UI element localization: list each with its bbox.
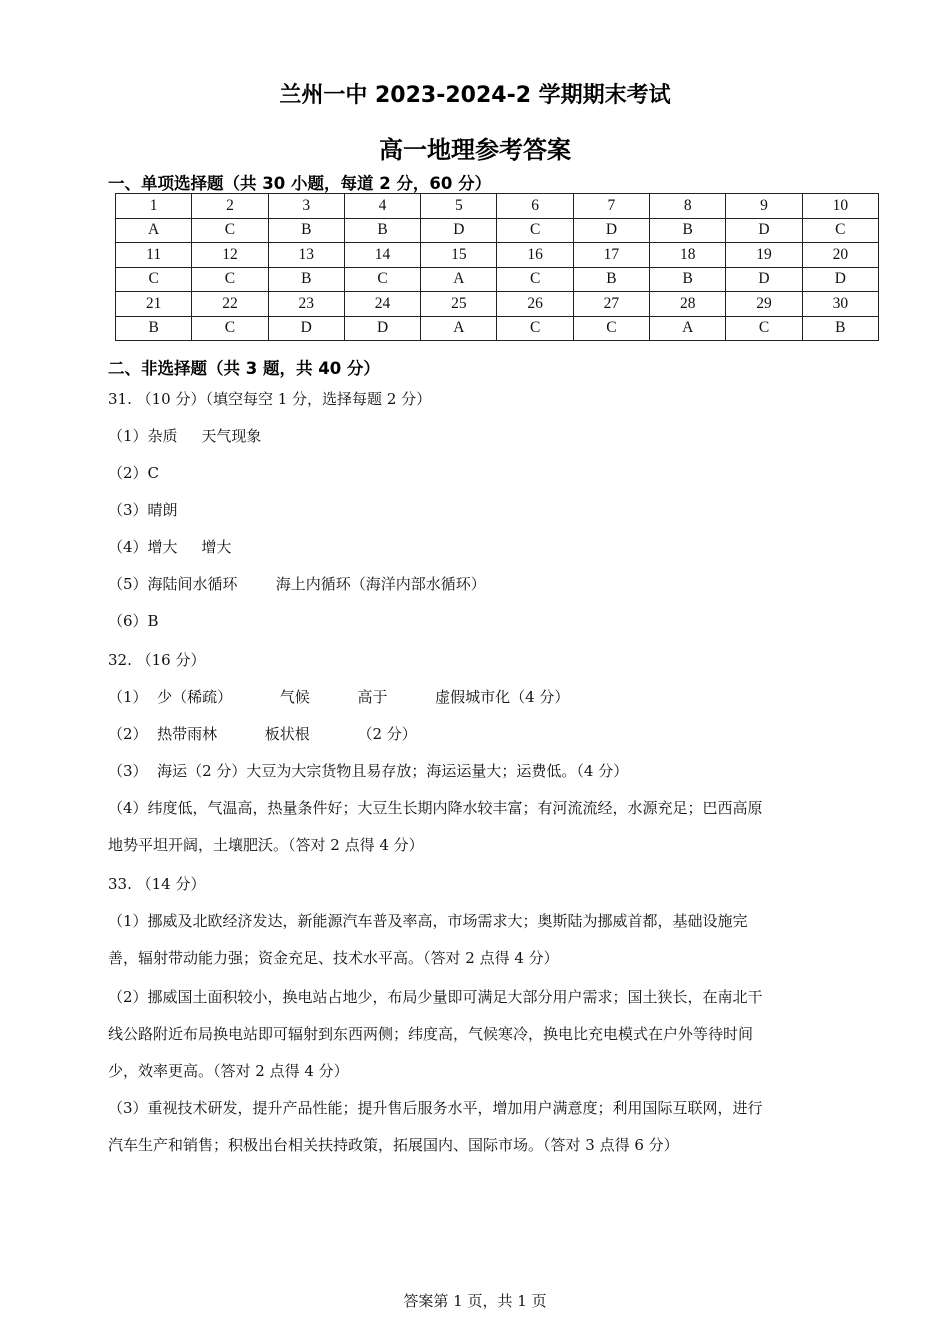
question-number-cell: 10: [802, 194, 878, 219]
answer-cell: B: [573, 267, 649, 292]
answer-line: 地势平坦开阔，土壤肥沃。（答对 2 点得 4 分）: [108, 836, 424, 854]
answer-line: （3）重视技术研发，提升产品性能；提升售后服务水平，增加用户满意度；利用国际互联网，进行: [108, 1099, 763, 1117]
answer-line: （2）挪威国土面积较小，换电站占地少，布局少量即可满足大部分用户需求；国土狭长，在南北干: [108, 988, 763, 1006]
question-number-row: [116, 292, 879, 317]
question-number-cell: 27: [573, 292, 649, 317]
question-number-cell: 14: [344, 243, 420, 268]
question-number-row: [116, 194, 879, 219]
question-number-cell: 17: [573, 243, 649, 268]
question-number-cell: 29: [726, 292, 802, 317]
question-number-cell: 26: [497, 292, 573, 317]
question-number-cell: 24: [344, 292, 420, 317]
document-title: 兰州一中 2023-2024-2 学期期末考试: [279, 83, 671, 108]
answer-cell: C: [497, 316, 573, 341]
answer-cell: D: [726, 218, 802, 243]
question-number-cell: 7: [573, 194, 649, 219]
answer-row: [116, 218, 879, 243]
answer-line: （1）杂质 天气现象: [108, 427, 262, 445]
answer-cell: D: [573, 218, 649, 243]
answer-line: 33. （14 分）: [108, 875, 206, 893]
question-number-cell: 11: [116, 243, 192, 268]
answer-line: （2） 热带雨林 板状根 （2 分）: [108, 725, 417, 743]
answer-cell: A: [116, 218, 192, 243]
answer-line: （5）海陆间水循环 海上内循环（海洋内部水循环）: [108, 575, 486, 593]
answer-cell: D: [802, 267, 878, 292]
question-number-cell: 1: [116, 194, 192, 219]
section2-heading: 二、非选择题（共 3 题，共 40 分）: [108, 359, 380, 378]
answer-cell: B: [650, 267, 726, 292]
question-number-cell: 8: [650, 194, 726, 219]
question-number-cell: 2: [192, 194, 268, 219]
answer-cell: C: [192, 316, 268, 341]
question-number-cell: 13: [268, 243, 344, 268]
answer-row: [116, 267, 879, 292]
answer-line: （6）B: [108, 612, 159, 630]
question-number-cell: 4: [344, 194, 420, 219]
question-number-cell: 20: [802, 243, 878, 268]
question-number-cell: 12: [192, 243, 268, 268]
answer-cell: C: [192, 218, 268, 243]
answer-cell: B: [344, 218, 420, 243]
question-number-cell: 22: [192, 292, 268, 317]
answer-line: 善，辐射带动能力强；资金充足、技术水平高。（答对 2 点得 4 分）: [108, 949, 559, 967]
question-number-cell: 21: [116, 292, 192, 317]
answer-cell: A: [421, 267, 497, 292]
answer-cell: C: [726, 316, 802, 341]
question-number-cell: 18: [650, 243, 726, 268]
question-number-cell: 9: [726, 194, 802, 219]
answer-cell: C: [573, 316, 649, 341]
answer-line: 32. （16 分）: [108, 651, 206, 669]
answer-cell: A: [650, 316, 726, 341]
answer-line: （1） 少（稀疏） 气候 高于 虚假城市化（4 分）: [108, 688, 570, 706]
answer-cell: C: [802, 218, 878, 243]
document-subtitle: 高一地理参考答案: [379, 136, 571, 164]
answer-cell: C: [116, 267, 192, 292]
question-number-cell: 19: [726, 243, 802, 268]
answer-line: （4）增大 增大: [108, 538, 232, 556]
answer-cell: D: [268, 316, 344, 341]
page-footer: 答案第 1 页，共 1 页: [403, 1292, 547, 1310]
answer-cell: B: [116, 316, 192, 341]
answer-cell: B: [650, 218, 726, 243]
question-number-cell: 28: [650, 292, 726, 317]
answer-line: （2）C: [108, 464, 160, 482]
answer-table: [115, 193, 879, 341]
answer-cell: B: [268, 218, 344, 243]
question-number-cell: 30: [802, 292, 878, 317]
question-number-cell: 16: [497, 243, 573, 268]
answer-cell: A: [421, 316, 497, 341]
answer-line: （4）纬度低，气温高，热量条件好；大豆生长期内降水较丰富；有河流流经，水源充足；巴西高原: [108, 799, 763, 817]
answer-cell: B: [268, 267, 344, 292]
answer-line: （3）晴朗: [108, 501, 178, 519]
answer-cell: D: [726, 267, 802, 292]
answer-cell: C: [497, 218, 573, 243]
question-number-cell: 6: [497, 194, 573, 219]
answer-line: 汽车生产和销售；积极出台相关扶持政策，拓展国内、国际市场。（答对 3 点得 6 分）: [108, 1136, 679, 1154]
question-number-row: [116, 243, 879, 268]
answer-line: 线公路附近布局换电站即可辐射到东西两侧；纬度高，气候寒冷，换电比充电模式在户外等待时间: [108, 1025, 754, 1043]
question-number-cell: 25: [421, 292, 497, 317]
question-number-cell: 15: [421, 243, 497, 268]
answer-line: （3） 海运（2 分）大豆为大宗货物且易存放；海运运量大；运费低。（4 分）: [108, 762, 629, 780]
answer-line: 31. （10 分）（填空每空 1 分，选择每题 2 分）: [108, 390, 432, 408]
answer-cell: D: [421, 218, 497, 243]
answer-row: [116, 316, 879, 341]
answer-cell: D: [344, 316, 420, 341]
answer-cell: C: [192, 267, 268, 292]
answer-line: 少，效率更高。（答对 2 点得 4 分）: [108, 1062, 349, 1080]
answer-cell: C: [344, 267, 420, 292]
question-number-cell: 3: [268, 194, 344, 219]
answer-cell: B: [802, 316, 878, 341]
question-number-cell: 5: [421, 194, 497, 219]
answer-cell: C: [497, 267, 573, 292]
section1-heading: 一、单项选择题（共 30 小题，每道 2 分，60 分）: [108, 174, 492, 193]
answer-line: （1）挪威及北欧经济发达，新能源汽车普及率高，市场需求大；奥斯陆为挪威首都，基础设施完: [108, 912, 748, 930]
question-number-cell: 23: [268, 292, 344, 317]
